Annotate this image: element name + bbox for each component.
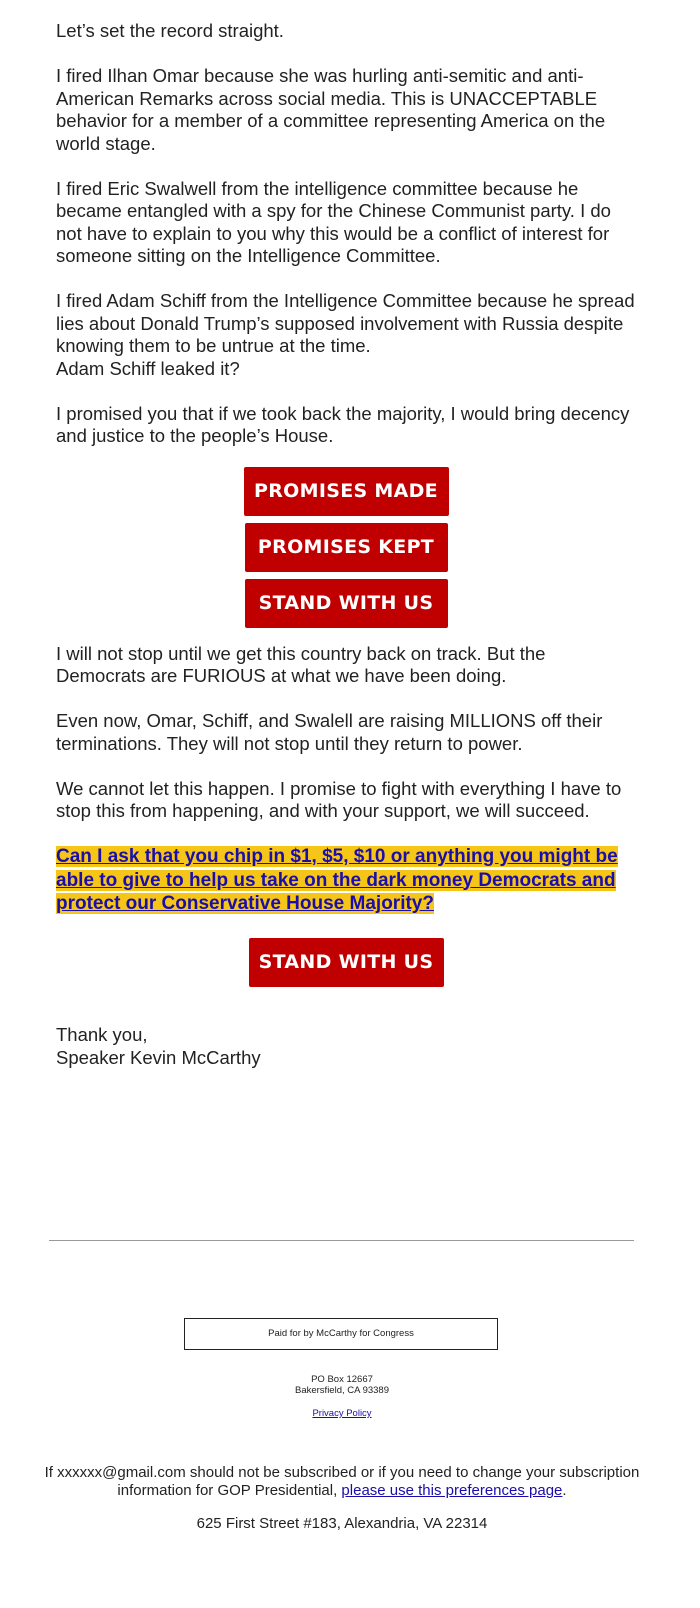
promise-button-group [56, 467, 636, 628]
footer-divider [49, 1240, 634, 1241]
schiff-question: Adam Schiff leaked it? [56, 357, 240, 379]
paragraph-schiff-text: I fired Adam Schiff from the Intelligence Committee because he spread lies about Donald Trump’s supposed involvement with Russia despite knowing them to be untrue at the time. [56, 290, 635, 356]
signature: Speaker Kevin McCarthy [56, 1046, 261, 1068]
preferences-page-link[interactable]: please use this preferences page [341, 1482, 563, 1499]
paragraph-omar: I fired Ilhan Omar because she was hurling anti-semitic and anti-American Remarks across social media. This is UNACCEPTABLE behavior for a member of a committee representing America on the world stage. [56, 65, 606, 154]
street-address: 625 First Street #183, Alexandria, VA 22314 [196, 1515, 488, 1532]
signoff [56, 1024, 636, 1069]
paragraph-promise: I promised you that if we took back the majority, I would bring decency and justice to the people’s House. [56, 402, 630, 446]
paragraph-cannot: We cannot let this happen. I promise to fight with everything I have to stop this from happening, and with your support, we will succeed. [56, 777, 622, 821]
donation-ask-link[interactable]: Can I ask that you chip in $1, $5, $10 or anything you might be able to give to help us take on the dark money Democrats and protect our Conservative House Majority? [56, 846, 618, 914]
paragraph-schiff [56, 290, 636, 380]
unsubscribe-period: . [562, 1482, 567, 1499]
privacy-policy-link[interactable]: Privacy Policy [312, 1408, 372, 1419]
promises-kept-button[interactable]: PROMISES KEPT [245, 523, 448, 572]
paid-for-box: Paid for by McCarthy for Congress [184, 1318, 498, 1350]
opening-line: Let’s set the record straight. [56, 20, 284, 41]
donation-ask [56, 845, 636, 916]
city-line: Bakersfield, CA 93389 [294, 1385, 389, 1396]
promises-made-button[interactable]: PROMISES MADE [244, 467, 449, 516]
paragraph-even-now: Even now, Omar, Schiff, and Swalell are raising MILLIONS off their terminations. They will not stop until they return to power. [56, 710, 603, 754]
mailing-address [0, 1374, 684, 1396]
unsubscribe-text: If xxxxxx@gmail.com should not be subscribed or if you need to change your subscription information for GOP Presidential, [44, 1464, 640, 1499]
thanks-line: Thank you, [56, 1024, 148, 1045]
stand-with-us-button[interactable]: STAND WITH US [245, 579, 448, 628]
stand-with-us-button-2[interactable]: STAND WITH US [249, 938, 444, 987]
po-box: PO Box 12667 [311, 1374, 373, 1385]
privacy-row [0, 1408, 684, 1419]
second-button-group [56, 938, 636, 987]
unsubscribe-notice [20, 1464, 664, 1500]
paragraph-not-stop: I will not stop until we get this country back on track. But the Democrats are FURIOUS at what we have been doing. [56, 642, 546, 686]
email-body [56, 20, 636, 1069]
paragraph-swalwell: I fired Eric Swalwell from the intelligence committee because he became entangled with a spy for the Chinese Communist party. I do not have to explain to you why this would be a conflict of interest for someone sitting on the Intelligence Committee. [56, 177, 611, 266]
